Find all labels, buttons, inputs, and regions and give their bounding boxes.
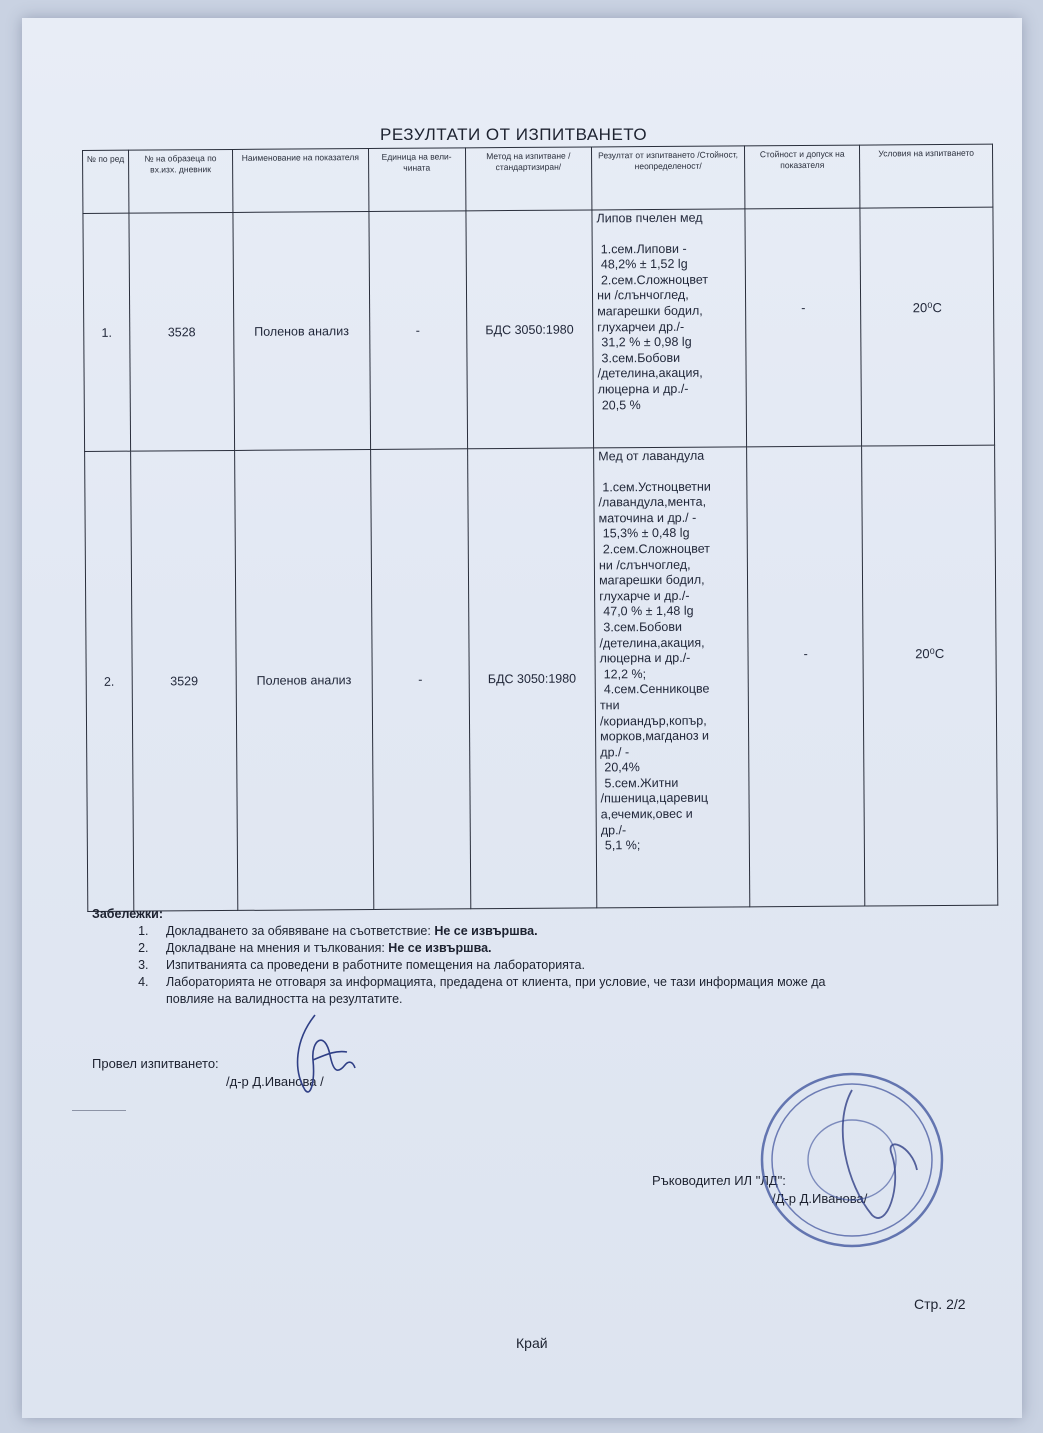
result-line: глухарче и др./- bbox=[599, 588, 690, 604]
note-item: 2. Докладване на мнения и тълкования: Не се извършва. bbox=[152, 940, 852, 957]
result-line: 3.сем.Бобови bbox=[601, 350, 681, 366]
notes-heading: Забележки: bbox=[92, 907, 163, 921]
result-line: Липов пчелен мед bbox=[596, 210, 703, 226]
result-line: 3.сем.Бобови bbox=[603, 619, 683, 635]
result-line: 2.сем.Сложноцвет bbox=[602, 541, 710, 557]
result-line: /лавандула,мента, bbox=[598, 494, 707, 510]
sample-number: 3528 bbox=[129, 212, 235, 451]
note-item: 1. Докладването за обявяване на съответствие: Не се извършва. bbox=[152, 923, 852, 940]
divider bbox=[72, 1110, 126, 1111]
result-line: ни /слънчоглед, bbox=[597, 288, 689, 303]
result-line: ни /слънчоглед, bbox=[598, 557, 691, 572]
result-line: 1.сем.Липови - bbox=[600, 241, 687, 256]
result-line: 20,5 % bbox=[601, 397, 641, 412]
result-line: 1.сем.Устноцветни bbox=[602, 479, 711, 494]
test-result bbox=[594, 447, 750, 908]
table-header-row bbox=[83, 144, 993, 213]
row-number: 1. bbox=[83, 213, 131, 451]
note-item: 4. Лабораторията не отговаря за информацията, предадена от клиента, при условие, че тази информация може да повлияе на валидността на резултатите. bbox=[152, 974, 852, 1008]
result-line: морков,магданоз и bbox=[600, 728, 710, 744]
row-number: 2. bbox=[85, 451, 134, 911]
results-table bbox=[82, 144, 998, 912]
test-result bbox=[592, 209, 747, 448]
page-number: Стр. 2/2 bbox=[914, 1296, 966, 1312]
result-line: 5,1 %; bbox=[604, 838, 641, 853]
tester-label: Провел изпитването: bbox=[92, 1056, 219, 1071]
indicator-name: Поленов анализ bbox=[235, 449, 374, 910]
header-result: Резултат от изпитването /Стойност, неопределеност/ bbox=[592, 146, 745, 210]
result-line: люцерна и др./- bbox=[599, 650, 691, 666]
result-line: 5.сем.Житни bbox=[604, 775, 679, 791]
header-unit: Единица на вели- чината bbox=[368, 148, 465, 212]
unit: - bbox=[370, 449, 470, 910]
result-line: 4.сем.Сенникоцве bbox=[603, 681, 710, 697]
result-line bbox=[598, 464, 742, 480]
result-line: глухарчеи др./- bbox=[597, 319, 685, 334]
indicator-name: Поленов анализ bbox=[233, 212, 370, 451]
director-name: /Д-р Д.Иванова/ bbox=[772, 1191, 868, 1206]
tolerance: - bbox=[747, 446, 865, 907]
header-row-number: № по ред bbox=[83, 150, 129, 213]
notes-list bbox=[92, 923, 852, 1008]
sample-number: 3529 bbox=[131, 450, 238, 911]
result-line: а,ечемик,овес и bbox=[600, 806, 693, 822]
result-line: др./- bbox=[600, 822, 627, 838]
result-line: магарешки бодил, bbox=[597, 303, 703, 319]
result-line: /детелина,акация, bbox=[597, 366, 703, 381]
document-title: РЕЗУЛТАТИ ОТ ИЗПИТВАНЕТО bbox=[380, 125, 648, 144]
tester-name: /д-р Д.Иванова / bbox=[226, 1074, 324, 1089]
result-line: Мед от лавандула bbox=[598, 448, 705, 464]
note-item: 3. Изпитванията са проведени в работните помещения на лабораторията. bbox=[152, 957, 852, 974]
header-tolerance: Стойност и допуск на показателя bbox=[745, 145, 861, 209]
official-seal-icon bbox=[752, 1065, 952, 1255]
director-label: Ръководител ИЛ "ЛД": bbox=[652, 1173, 786, 1188]
test-conditions: 20⁰C bbox=[860, 207, 994, 446]
result-line: 47,0 % ± 1,48 lg bbox=[603, 604, 694, 619]
result-line: маточина и др./ - bbox=[598, 510, 697, 526]
header-conditions: Условия на изпитването bbox=[860, 144, 993, 208]
tolerance: - bbox=[745, 208, 862, 447]
unit: - bbox=[369, 211, 468, 450]
result-line: люцерна и др./- bbox=[597, 381, 689, 397]
result-line: /детелина,акация, bbox=[599, 635, 705, 650]
result-line: /пшеница,царевиц bbox=[600, 791, 709, 806]
result-line: 48,2% ± 1,52 lg bbox=[600, 256, 688, 272]
result-line bbox=[597, 226, 741, 242]
method: БДС 3050:1980 bbox=[465, 210, 593, 449]
result-line: 20,4% bbox=[604, 760, 640, 775]
test-conditions: 20⁰C bbox=[862, 445, 998, 906]
result-line: 31,2 % ± 0,98 lg bbox=[601, 334, 692, 350]
table-row bbox=[85, 445, 998, 911]
table-row bbox=[83, 207, 995, 451]
result-line: /кориандър,копър, bbox=[599, 713, 707, 728]
end-marker: Край bbox=[516, 1335, 548, 1351]
result-line: 15,3% ± 0,48 lg bbox=[602, 526, 690, 541]
header-indicator: Наименование на показателя bbox=[232, 149, 368, 213]
result-line: 12,2 %; bbox=[603, 666, 647, 682]
result-line: 2.сем.Сложноцвет bbox=[600, 272, 709, 288]
result-line: магарешки бодил, bbox=[599, 572, 705, 588]
result-line: др./ - bbox=[600, 744, 630, 760]
method: БДС 3050:1980 bbox=[467, 448, 597, 909]
handwritten-signature-icon bbox=[275, 1010, 365, 1100]
header-sample-number: № на образеца по вх.изх. дневник bbox=[128, 149, 232, 213]
result-line: тни bbox=[599, 698, 620, 713]
header-method: Метод на изпитване /стандартизиран/ bbox=[465, 147, 592, 211]
notes-section bbox=[92, 906, 852, 1008]
